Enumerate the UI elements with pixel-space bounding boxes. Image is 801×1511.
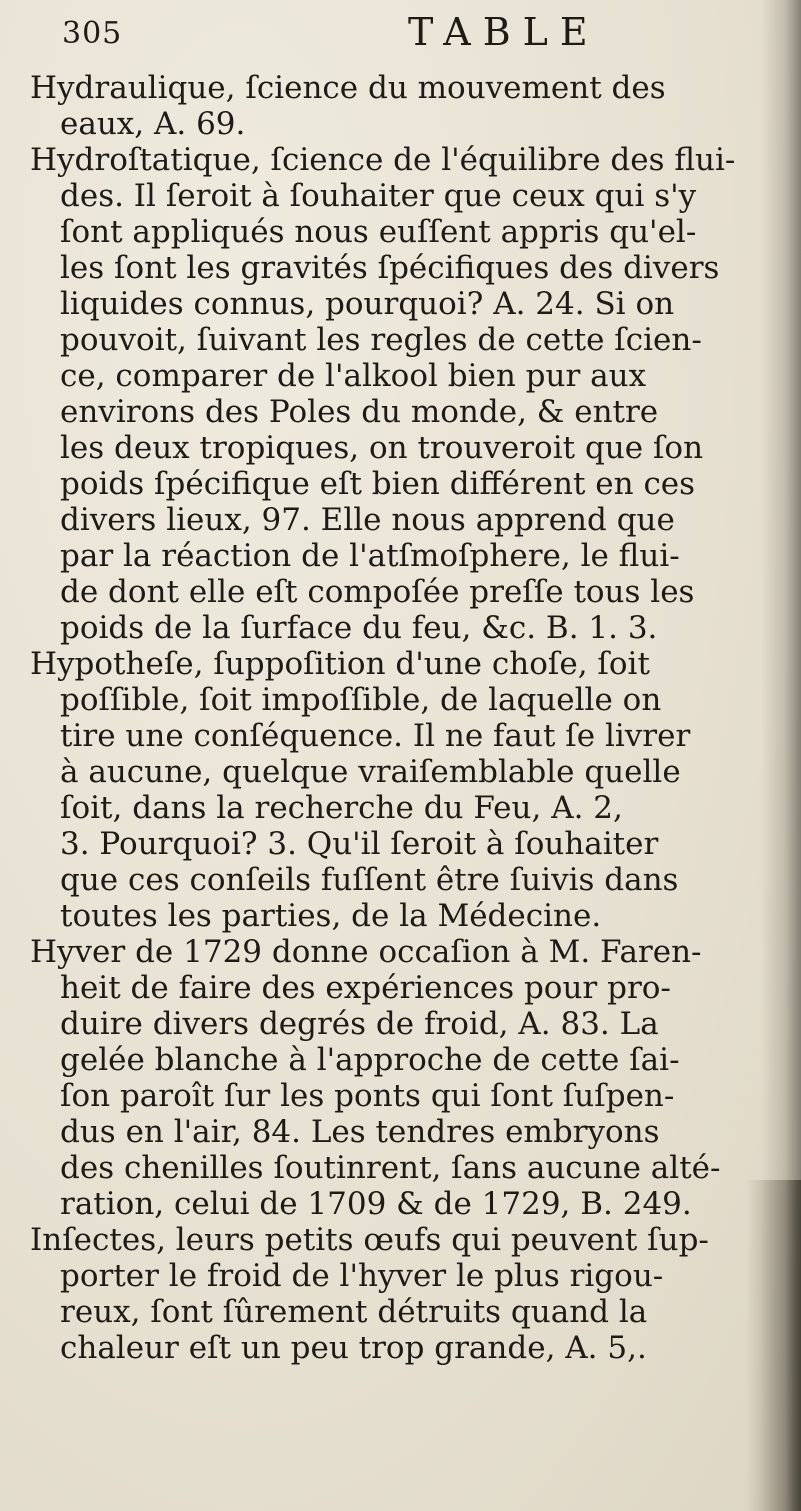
- page-header: [62, 10, 762, 54]
- text-line: des chenilles ſoutinrent, ſans aucune alté-: [60, 1150, 721, 1186]
- text-line: les deux tropiques, on trouveroit que ſon: [60, 430, 704, 466]
- text-line: par la réaction de l'atſmoſphere, le flui-: [60, 538, 680, 574]
- text-line: chaleur eſt un peu trop grande, A. 5,.: [60, 1330, 647, 1366]
- text-line: 3. Pourquoi? 3. Qu'il ſeroit à ſouhaiter: [60, 826, 659, 862]
- text-line: heit de faire des expériences pour pro-: [60, 970, 671, 1006]
- text-line: poids de la ſurface du feu, &c. B. 1. 3.: [60, 610, 658, 646]
- text-line: ce, comparer de l'alkool bien pur aux: [60, 358, 647, 394]
- text-line: Hydroſtatique, ſcience de l'équilibre des flui-: [30, 142, 736, 178]
- text-line: dus en l'air, 84. Les tendres embryons: [60, 1114, 660, 1150]
- text-line: poſſible, ſoit impoſſible, de laquelle on: [60, 682, 662, 718]
- text-line: gelée blanche à l'approche de cette ſai-: [60, 1042, 680, 1078]
- text-line: ſon paroît ſur les ponts qui ſont ſuſpen-: [60, 1078, 675, 1114]
- text-line: Hyver de 1729 donne occaſion à M. Faren-: [30, 934, 702, 970]
- running-title: TABLE: [408, 10, 600, 54]
- text-line: Inſectes, leurs petits œufs qui peuvent ſup-: [30, 1222, 709, 1258]
- text-line: ſont appliqués nous euſſent appris qu'el-: [60, 214, 697, 250]
- text-line: Hydraulique, ſcience du mouvement des: [30, 70, 666, 106]
- text-line: ſoit, dans la recherche du Feu, A. 2,: [60, 790, 623, 826]
- text-line: tire une conſéquence. Il ne faut ſe livrer: [60, 718, 691, 754]
- text-line: des. Il ſeroit à ſouhaiter que ceux qui s'y: [60, 178, 697, 214]
- text-line: environs des Poles du monde, & entre: [60, 394, 659, 430]
- text-line: eaux, A. 69.: [60, 106, 246, 142]
- text-line: de dont elle eſt compoſée preſſe tous les: [60, 574, 695, 610]
- text-line: que ces conſeils fuſſent être ſuivis dans: [60, 862, 679, 898]
- text-line: liquides connus, pourquoi? A. 24. Si on: [60, 286, 675, 322]
- text-line: Hypotheſe, ſuppoſition d'une choſe, ſoit: [30, 646, 650, 682]
- text-line: pouvoit, ſuivant les regles de cette ſcien-: [60, 322, 702, 358]
- text-line: toutes les parties, de la Médecine.: [60, 898, 602, 934]
- page-number: 305: [62, 16, 123, 51]
- text-line: reux, ſont ſûrement détruits quand la: [60, 1294, 648, 1330]
- text-line: divers lieux, 97. Elle nous apprend que: [60, 502, 675, 538]
- text-line: à aucune, quelque vraiſemblable quelle: [60, 754, 681, 790]
- text-line: duire divers degrés de froid, A. 83. La: [60, 1006, 659, 1042]
- text-line: poids ſpécifique eſt bien différent en ces: [60, 466, 696, 502]
- text-line: porter le froid de l'hyver le plus rigou-: [60, 1258, 664, 1294]
- text-line: ration, celui de 1709 & de 1729, B. 249.: [60, 1186, 692, 1222]
- text-line: les ſont les gravités ſpécifiques des divers: [60, 250, 720, 286]
- page-edge-bleed: [746, 1180, 801, 1511]
